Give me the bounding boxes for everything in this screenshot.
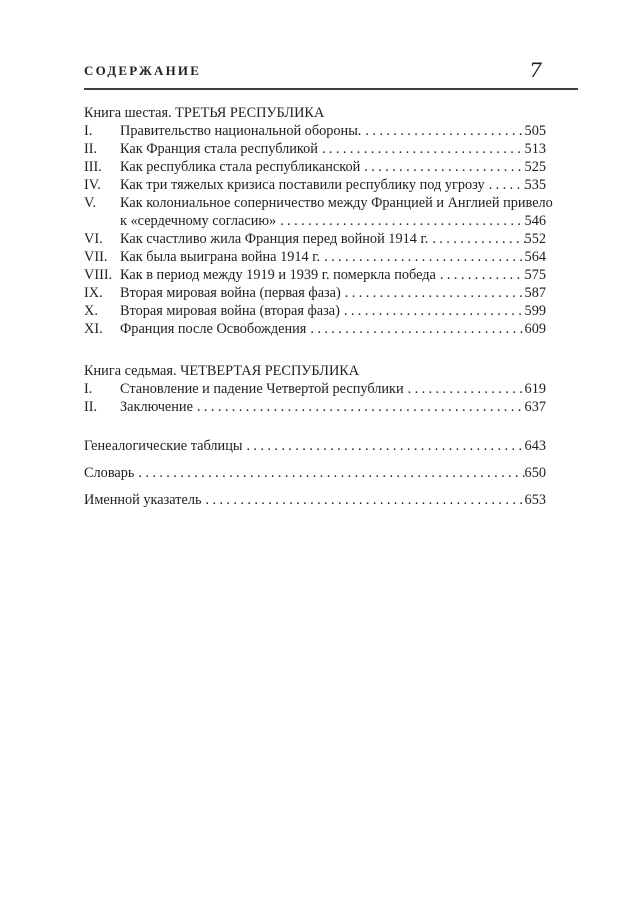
back-matter (84, 437, 578, 509)
entry-page-number: 653 (524, 492, 546, 508)
dot-leader (197, 398, 525, 416)
toc-entry (84, 266, 578, 284)
entry-title: Вторая мировая война (первая фаза) (120, 285, 341, 301)
toc-entry (84, 248, 578, 266)
entry-title: Заключение (120, 399, 193, 415)
back-matter-item (84, 464, 578, 482)
entry-page-number: 505 (524, 123, 546, 139)
dot-leader (246, 437, 524, 455)
entry-page-number: 643 (524, 438, 546, 454)
section-heading: Книга седьмая. ЧЕТВЕРТАЯ РЕСПУБЛИКА (84, 363, 360, 379)
dot-leader (440, 266, 525, 284)
entry-numeral: V. (84, 195, 97, 211)
entry-title: Как республика стала республиканской (120, 159, 361, 175)
entry-title: Как Франция стала республикой (120, 141, 318, 157)
entry-title: Вторая мировая война (вторая фаза) (120, 303, 340, 319)
entry-numeral: XI. (84, 321, 103, 337)
entry-numeral: IX. (84, 285, 103, 301)
dot-leader (364, 158, 524, 176)
dot-leader (206, 491, 525, 509)
toc-entry (84, 194, 578, 212)
entry-title: Именной указатель (84, 492, 202, 508)
dot-leader (322, 140, 525, 158)
entry-title: Генеалогические таблицы (84, 438, 243, 454)
entry-page-number: 552 (524, 231, 546, 247)
back-matter-item (84, 491, 578, 509)
toc-entry (84, 158, 578, 176)
toc-section (84, 104, 578, 338)
entry-numeral: I. (84, 381, 93, 397)
entry-title: Словарь (84, 465, 135, 481)
dot-leader (138, 464, 524, 482)
section-heading: Книга шестая. ТРЕТЬЯ РЕСПУБЛИКА (84, 105, 325, 121)
page-number: 7 (529, 58, 542, 82)
dot-leader (432, 230, 524, 248)
entry-numeral: III. (84, 159, 102, 175)
entry-page-number: 535 (524, 177, 546, 193)
entry-title: Правительство национальной обороны. (120, 123, 362, 139)
entry-numeral: VI. (84, 231, 103, 247)
entry-page-number: 564 (524, 249, 546, 265)
toc-entry (84, 122, 578, 140)
entry-title: Как колониальное соперничество между Францией и Англией привело (120, 195, 553, 211)
section-entries (84, 380, 578, 416)
dot-leader (345, 284, 525, 302)
toc-section (84, 362, 578, 416)
dot-leader (324, 248, 524, 266)
toc-entry (84, 284, 578, 302)
section-entries (84, 122, 578, 338)
entry-numeral: II. (84, 141, 98, 157)
entry-numeral: VII. (84, 249, 108, 265)
dot-leader (344, 302, 525, 320)
entry-title: Как была выиграна война 1914 г. (120, 249, 321, 265)
entry-numeral: VIII. (84, 267, 113, 283)
entry-numeral: I. (84, 123, 93, 139)
entry-title: Франция после Освобождения (120, 321, 307, 337)
dot-leader (365, 122, 524, 140)
toc-entry (84, 320, 578, 338)
entry-title: Как три тяжелых кризиса поставили республику под угрозу (120, 177, 485, 193)
toc-entry (84, 212, 578, 230)
toc-entry (84, 302, 578, 320)
dot-leader (280, 212, 524, 230)
dot-leader (408, 380, 525, 398)
toc-entry (84, 398, 578, 416)
entry-page-number: 637 (524, 399, 546, 415)
entry-page-number: 609 (524, 321, 546, 337)
page-title: СОДЕРЖАНИЕ (84, 63, 202, 78)
entry-numeral: IV. (84, 177, 101, 193)
entry-page-number: 650 (524, 465, 546, 481)
entry-title: Становление и падение Четвертой республики (120, 381, 404, 397)
entry-numeral: II. (84, 399, 98, 415)
toc-entry (84, 176, 578, 194)
entry-title: к «сердечному согласию» (120, 213, 277, 229)
dot-leader (310, 320, 524, 338)
toc-sections (84, 104, 578, 416)
entry-page-number: 546 (524, 213, 546, 229)
toc-entry (84, 380, 578, 398)
entry-page-number: 525 (524, 159, 546, 175)
entry-page-number: 513 (524, 141, 546, 157)
entry-numeral: X. (84, 303, 98, 319)
page-header (84, 0, 578, 90)
toc-entry (84, 230, 578, 248)
entry-page-number: 587 (524, 285, 546, 301)
entry-page-number: 619 (524, 381, 546, 397)
entry-page-number: 575 (524, 267, 546, 283)
entry-title: Как в период между 1919 и 1939 г. померкла победа (120, 267, 436, 283)
dot-leader (489, 176, 525, 194)
entry-title: Как счастливо жила Франция перед войной 1914 г. (120, 231, 429, 247)
back-matter-item (84, 437, 578, 455)
toc-entry (84, 140, 578, 158)
entry-page-number: 599 (524, 303, 546, 319)
